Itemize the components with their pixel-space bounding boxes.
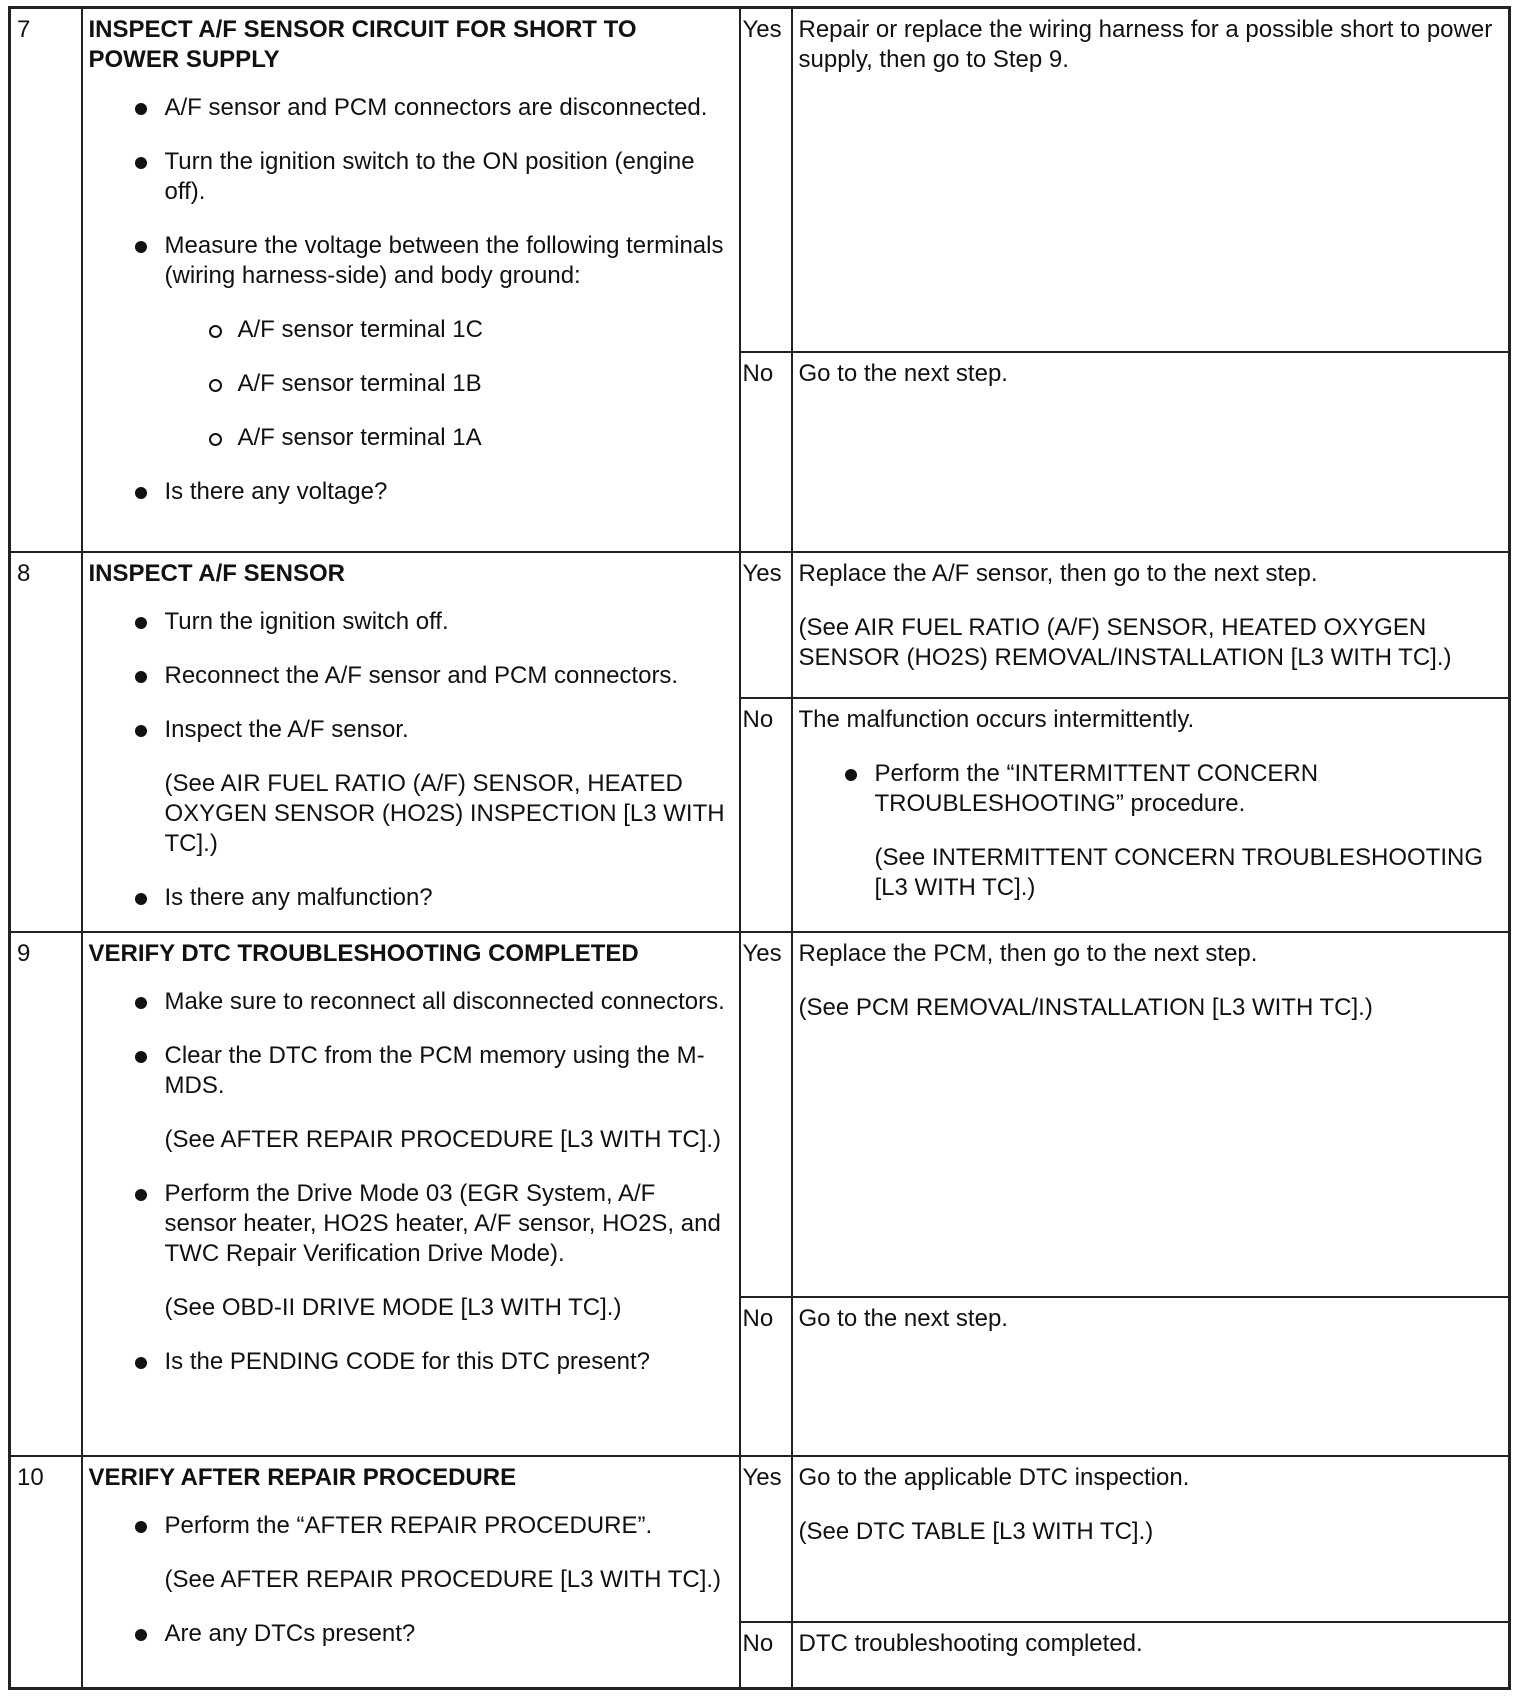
result-text: Replace the PCM, then go to the next step.: [798, 939, 1258, 967]
no-label: No: [740, 698, 792, 932]
step-row-9: [10, 932, 1510, 1297]
step-row-10: [10, 1456, 1510, 1622]
result-text: Go to the next step.: [798, 1304, 1008, 1332]
reference-text: (See AIR FUEL RATIO (A/F) SENSOR, HEATED OXYGEN SENSOR (HO2S) INSPECTION [L3 WITH TC].): [164, 769, 725, 857]
step-number: 9: [10, 932, 82, 1456]
no-result: [792, 1297, 1510, 1456]
bullet-item: Make sure to reconnect all disconnected connectors.: [89, 987, 733, 1017]
bullet-item: Measure the voltage between the following terminals (wiring harness-side) and body ground:: [89, 231, 733, 291]
bullet-item: Perform the “INTERMITTENT CONCERN TROUBLESHOOTING” procedure.: [799, 759, 1503, 819]
result-text: The malfunction occurs intermittently.: [798, 705, 1195, 733]
bullet-item: Perform the Drive Mode 03 (EGR System, A/F sensor heater, HO2S heater, A/F sensor, HO2S, and TWC Repair Verification Drive Mode).: [89, 1179, 733, 1269]
step-row-8: [10, 552, 1510, 698]
no-label: No: [740, 352, 792, 552]
yes-label: Yes: [740, 552, 792, 698]
yes-result: [792, 932, 1510, 1297]
step-question: Is there any malfunction?: [89, 883, 733, 913]
bullet-item: Inspect the A/F sensor.: [89, 715, 733, 745]
no-result: [792, 1622, 1510, 1689]
sub-bullet-item: A/F sensor terminal 1A: [89, 423, 733, 453]
sub-bullet-item: A/F sensor terminal 1B: [89, 369, 733, 399]
step-title: INSPECT A/F SENSOR: [88, 559, 345, 587]
reference-text: (See INTERMITTENT CONCERN TROUBLESHOOTING [L3 WITH TC].): [874, 843, 1484, 901]
yes-result: [792, 8, 1510, 352]
yes-label: Yes: [740, 1456, 792, 1622]
yes-result: [792, 1456, 1510, 1622]
diagnostic-procedure-table: [8, 6, 1511, 1690]
step-title: VERIFY DTC TROUBLESHOOTING COMPLETED: [88, 939, 639, 967]
no-result: [792, 352, 1510, 552]
step-question: Are any DTCs present?: [89, 1619, 733, 1649]
reference-text: (See OBD-II DRIVE MODE [L3 WITH TC].): [164, 1293, 622, 1321]
yes-result: [792, 552, 1510, 698]
bullet-item: Turn the ignition switch to the ON position (engine off).: [89, 147, 733, 207]
no-label: No: [740, 1297, 792, 1456]
step-number: 10: [10, 1456, 82, 1689]
bullet-item: Turn the ignition switch off.: [89, 607, 733, 637]
yes-label: Yes: [740, 932, 792, 1297]
bullet-item: Clear the DTC from the PCM memory using the M-MDS.: [89, 1041, 733, 1101]
step-title: VERIFY AFTER REPAIR PROCEDURE: [88, 1463, 517, 1491]
step-action: [82, 1456, 740, 1689]
bullet-item: A/F sensor and PCM connectors are disconnected.: [89, 93, 733, 123]
result-text: DTC troubleshooting completed.: [798, 1629, 1143, 1657]
step-action: [82, 932, 740, 1456]
reference-text: (See PCM REMOVAL/INSTALLATION [L3 WITH TC].): [798, 993, 1373, 1021]
yes-label: Yes: [740, 8, 792, 352]
reference-text: (See AIR FUEL RATIO (A/F) SENSOR, HEATED OXYGEN SENSOR (HO2S) REMOVAL/INSTALLATION [L3 WITH TC].): [798, 613, 1452, 671]
result-text: Replace the A/F sensor, then go to the next step.: [798, 559, 1318, 587]
step-action: [82, 8, 740, 552]
step-action: [82, 552, 740, 932]
result-text: Go to the applicable DTC inspection.: [798, 1463, 1190, 1491]
bullet-item: Reconnect the A/F sensor and PCM connectors.: [89, 661, 733, 691]
result-text: Go to the next step.: [798, 359, 1008, 387]
bullet-item: Perform the “AFTER REPAIR PROCEDURE”.: [89, 1511, 733, 1541]
step-number: 8: [10, 552, 82, 932]
result-text: Repair or replace the wiring harness for a possible short to power supply, then go to Step 9.: [798, 16, 1493, 73]
reference-text: (See AFTER REPAIR PROCEDURE [L3 WITH TC].): [164, 1565, 722, 1593]
step-question: Is there any voltage?: [89, 477, 733, 507]
step-number: 7: [10, 8, 82, 552]
step-row-7: [10, 8, 1510, 352]
reference-text: (See AFTER REPAIR PROCEDURE [L3 WITH TC].): [164, 1125, 722, 1153]
step-title: INSPECT A/F SENSOR CIRCUIT FOR SHORT TO POWER SUPPLY: [88, 16, 637, 73]
reference-text: (See DTC TABLE [L3 WITH TC].): [798, 1517, 1154, 1545]
sub-bullet-item: A/F sensor terminal 1C: [89, 315, 733, 345]
step-question: Is the PENDING CODE for this DTC present?: [89, 1347, 733, 1377]
no-label: No: [740, 1622, 792, 1689]
no-result: [792, 698, 1510, 932]
